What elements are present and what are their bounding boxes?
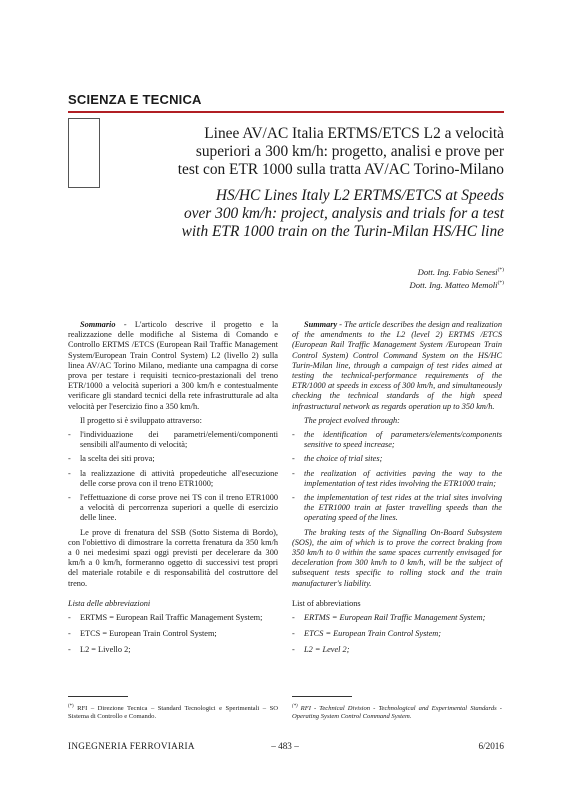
closing-paragraph: The braking tests of the Signalling On-Board Subsystem (SOS), the aim of which is to prove the correct braking from 350 km/h to 0 within the same spaces currently envisaged for deceleration from 300 km/h to 0 km/h, will be the subject of subsequent tests specific to rolling stock and the train manufacturer's liability. xyxy=(292,527,502,588)
issue-number: 6/2016 xyxy=(478,741,504,751)
journal-name: INGEGNERIA FERROVIARIA xyxy=(68,741,195,751)
list-item: - the implementation of test rides at the trial sites involving the ETR1000 train at faster travelling speeds than the operating speed of the lines. xyxy=(292,493,502,523)
abbreviation-item: - ETCS = European Train Control System; xyxy=(292,629,442,639)
title-it-line: superiori a 300 km/h: progetto, analisi e prove per xyxy=(195,143,504,160)
list-item: - l'individuazione dei parametri/elementi/componenti sensibili all'aumento di velocità; xyxy=(68,430,278,450)
column-italian xyxy=(68,320,278,662)
abbreviation-item: - ERTMS = European Rail Traffic Management System; xyxy=(292,613,486,623)
abbreviation-item: - ETCS = European Train Control System; xyxy=(68,629,217,639)
list-item: - la scelta dei siti prova; xyxy=(68,454,155,464)
title-en-line: HS/HC Lines Italy L2 ERTMS/ETCS at Speeds xyxy=(215,187,504,204)
footnote-english: (*) RFI - Technical Division - Technological and Experimental Standards - Operating System Control Command System. xyxy=(292,704,502,721)
abbreviations-title: List of abbreviations xyxy=(292,598,361,608)
list-item: - the identification of parameters/elements/components sensitive to speed increase; xyxy=(292,430,502,450)
page-number: – 483 – xyxy=(271,741,299,751)
title-frame xyxy=(68,118,100,188)
title-italian xyxy=(110,125,504,179)
sommario-paragraph: Sommario - L'articolo descrive il progetto e la realizzazione delle modifiche al Sistema di Comando e Controllo ERTMS /ETCS (European Rail Traffic Management System/European Train Control System) L2 (livello 2) sulla linea AV/AC Torino Milano, mediante una campagna di corse prova per testare i requisiti tecnico-prestazionali del treno ETR/1000 a velocità superiori a 300 km/h e contestualmente verificare gli standard tecnici della rete infrastrutturale ad alta velocità per l'esercizio fino a 350 km/h. xyxy=(68,320,279,411)
footnote-rule xyxy=(292,696,352,697)
closing-paragraph: Le prove di frenatura del SSB (Sotto Sistema di Bordo), con l'obiettivo di dimostrare la corretta frenatura da 350 km/h a 0 nei medesimi spazi oggi previsti per decelerare da 300 km/h a 0 km/h, formeranno oggetto di successivi test propri del materiale rotabile e di responsabilità del costruttore del treno. xyxy=(68,527,278,588)
abbreviations xyxy=(68,599,278,656)
list-item: - the realization of activities paving the way to the implementation of test rides involving the ETR1000 train; xyxy=(292,468,502,488)
footnote-rule xyxy=(68,696,128,697)
author: Dott. Ing. Matteo Memoli(*) xyxy=(409,279,504,290)
bullet-list xyxy=(292,430,502,524)
intro-paragraph: Il progetto si è sviluppato attraverso: xyxy=(80,415,202,425)
title-it-line: test con ETR 1000 sulla tratta AV/AC Torino-Milano xyxy=(177,161,504,178)
column-english xyxy=(292,320,502,662)
abbreviation-item: - L2 = Level 2; xyxy=(292,645,350,655)
abbreviation-item: - ERTMS = European Rail Traffic Management System; xyxy=(68,613,263,623)
abbreviations xyxy=(292,599,502,656)
intro-paragraph: The project evolved through: xyxy=(304,415,400,425)
footnote-italian: (*) RFI – Direzione Tecnica – Standard Tecnologici e Sperimentali – SO Sistema di Controllo e Comando. xyxy=(68,704,278,721)
title-en-line: with ETR 1000 train on the Turin-Milan HS/HC line xyxy=(181,223,504,240)
sommario-lead: Sommario - xyxy=(80,320,127,329)
section-heading: SCIENZA E TECNICA xyxy=(68,92,202,107)
abbreviation-item: - L2 = Livello 2; xyxy=(68,645,131,655)
title-it-line: Linee AV/AC Italia ERTMS/ETCS L2 a velocità xyxy=(204,125,504,142)
authors xyxy=(300,265,504,291)
list-item: - la realizzazione di attività propedeutiche all'esecuzione delle corse prova con il treno ETR1000; xyxy=(68,468,278,488)
section-rule xyxy=(68,111,504,113)
abbreviations-title: Lista delle abbreviazioni xyxy=(68,598,151,608)
summary-lead: Summary - xyxy=(304,320,343,329)
bullet-list xyxy=(68,430,278,524)
list-item: - l'effettuazione di corse prove nei TS con il treno ETR1000 a velocità di percorrenza superiori a quelle di esercizio delle linee. xyxy=(68,493,278,523)
summary-paragraph: Summary - The article describes the design and realization of the amendments to the L2 (level 2) ERTMS /ETCS (European Rail Traffic Management System /European Train Control System) Control Command System on the HS/HC Turin-Milan line, through a campaign of test rides aimed at testing the technical-performance requirements of the ETR/1000 at speeds in excess of 300 km/h, and simultaneously checking the technical standards of the high speed infrastructural network as regards operation up to 350 km/h. xyxy=(292,320,502,411)
list-item: - the choice of trial sites; xyxy=(292,454,383,464)
author: Dott. Ing. Fabio Senesi(*) xyxy=(417,266,504,277)
title-en-line: over 300 km/h: project, analysis and trials for a test xyxy=(183,205,504,222)
title-english xyxy=(110,187,504,241)
